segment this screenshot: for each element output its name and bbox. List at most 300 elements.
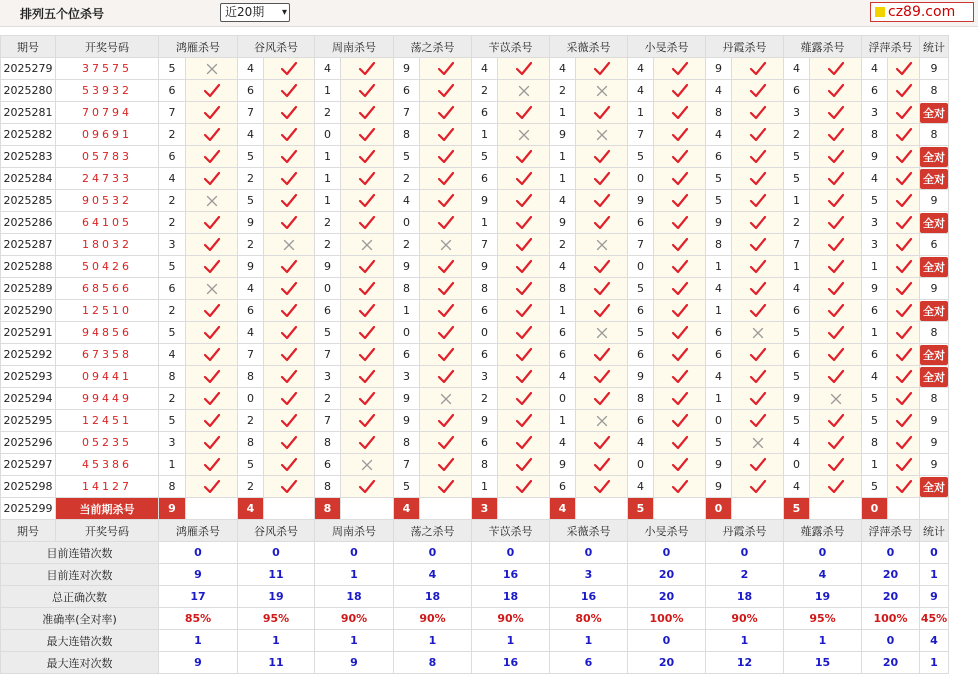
stats-value: 0: [862, 630, 920, 652]
check-icon: [186, 102, 238, 124]
stats-value: 9: [159, 564, 238, 586]
cross-icon: [498, 124, 550, 146]
check-icon: [341, 388, 394, 410]
kill-number: 2: [159, 388, 186, 410]
row-stat: [920, 168, 949, 190]
kill-number: 4: [784, 476, 810, 498]
chevron-down-icon: ▾: [281, 7, 287, 18]
check-icon: [654, 256, 706, 278]
stats-value: 0: [550, 542, 628, 564]
kill-number: 1: [550, 102, 576, 124]
check-icon: [732, 388, 784, 410]
cross-icon: [186, 190, 238, 212]
col-header-expert[interactable]: 丹霞杀号: [706, 36, 784, 58]
draw-number: 99449: [56, 388, 159, 410]
check-icon: [654, 432, 706, 454]
check-icon: [498, 278, 550, 300]
table-row: [1, 80, 949, 102]
check-icon: [341, 278, 394, 300]
kill-number: 9: [862, 278, 888, 300]
current-kill-number: 0: [706, 498, 732, 520]
stats-value: 0: [238, 542, 315, 564]
row-stat: 6: [920, 234, 949, 256]
col-header-expert[interactable]: 薤露杀号: [784, 520, 862, 542]
kill-number: 5: [238, 146, 264, 168]
stats-value: 19: [784, 586, 862, 608]
stats-total: 1: [920, 564, 949, 586]
check-icon: [888, 212, 920, 234]
kill-number: 9: [862, 146, 888, 168]
kill-number: 1: [315, 168, 341, 190]
cross-icon: [810, 388, 862, 410]
stats-row: [1, 564, 949, 586]
col-header-expert[interactable]: 苄苡杀号: [472, 36, 550, 58]
kill-number: 5: [472, 146, 498, 168]
kill-number: 4: [784, 432, 810, 454]
kill-number: 9: [706, 58, 732, 80]
check-icon: [576, 168, 628, 190]
draw-number: 94856: [56, 322, 159, 344]
kill-number: 6: [862, 300, 888, 322]
check-icon: [654, 146, 706, 168]
stats-value: 1: [315, 630, 394, 652]
col-header-expert[interactable]: 丹霞杀号: [706, 520, 784, 542]
stats-value: 0: [628, 630, 706, 652]
row-stat: [920, 476, 949, 498]
stats-label: 目前连错次数: [1, 542, 159, 564]
stats-value: 1: [159, 630, 238, 652]
kill-number: 5: [706, 168, 732, 190]
row-stat: [920, 146, 949, 168]
check-icon: [888, 344, 920, 366]
kill-number: 8: [159, 366, 186, 388]
kill-number: 9: [472, 410, 498, 432]
kill-number: 4: [550, 256, 576, 278]
kill-number: 7: [472, 234, 498, 256]
kill-number: 8: [706, 102, 732, 124]
check-icon: [888, 410, 920, 432]
kill-number: 0: [628, 454, 654, 476]
kill-number: 4: [238, 322, 264, 344]
kill-number: 4: [472, 58, 498, 80]
kill-number: 4: [862, 58, 888, 80]
cross-icon: [498, 80, 550, 102]
kill-number: 7: [628, 234, 654, 256]
kill-number: 9: [784, 388, 810, 410]
check-icon: [888, 454, 920, 476]
draw-number: 70794: [56, 102, 159, 124]
check-icon: [264, 278, 315, 300]
kill-number: 9: [394, 256, 420, 278]
kill-number: 2: [550, 234, 576, 256]
check-icon: [810, 234, 862, 256]
table-row: [1, 278, 949, 300]
kill-number: 7: [394, 454, 420, 476]
check-icon: [576, 432, 628, 454]
stats-value: 19: [238, 586, 315, 608]
kill-number: 6: [550, 322, 576, 344]
kill-number: 1: [315, 190, 341, 212]
check-icon: [888, 388, 920, 410]
stats-value: 90%: [706, 608, 784, 630]
col-header-expert[interactable]: 荡之杀号: [394, 36, 472, 58]
col-header-stat: 统计: [920, 520, 949, 542]
check-icon: [576, 256, 628, 278]
stats-row: [1, 630, 949, 652]
col-header-expert[interactable]: 小旻杀号: [628, 36, 706, 58]
check-icon: [732, 124, 784, 146]
kill-number: 6: [550, 344, 576, 366]
check-icon: [888, 124, 920, 146]
kill-number: 1: [862, 256, 888, 278]
check-icon: [420, 322, 472, 344]
check-icon: [498, 234, 550, 256]
col-header-expert[interactable]: 周南杀号: [315, 36, 394, 58]
kill-number: 5: [706, 432, 732, 454]
kill-number: 5: [159, 58, 186, 80]
check-icon: [341, 146, 394, 168]
kill-number: 6: [550, 476, 576, 498]
row-stat: 8: [920, 124, 949, 146]
kill-number: 8: [238, 432, 264, 454]
kill-number: 1: [394, 300, 420, 322]
check-icon: [810, 190, 862, 212]
kill-number: 9: [706, 212, 732, 234]
check-icon: [498, 190, 550, 212]
kill-number: 6: [784, 300, 810, 322]
check-icon: [732, 256, 784, 278]
col-header-expert[interactable]: 采薇杀号: [550, 36, 628, 58]
check-icon: [888, 234, 920, 256]
kill-number: 1: [862, 454, 888, 476]
all-correct-badge: 全对: [920, 213, 948, 233]
kill-number: 8: [394, 432, 420, 454]
check-icon: [264, 190, 315, 212]
check-icon: [264, 212, 315, 234]
col-header-expert[interactable]: 谷风杀号: [238, 36, 315, 58]
kill-number: 8: [472, 454, 498, 476]
cross-icon: [576, 322, 628, 344]
draw-number: 50426: [56, 256, 159, 278]
kill-number: 3: [159, 432, 186, 454]
kill-number: 6: [159, 278, 186, 300]
check-icon: [186, 432, 238, 454]
current-empty-cell: [888, 498, 920, 520]
kill-number: 6: [628, 212, 654, 234]
current-kill-number: 5: [784, 498, 810, 520]
check-icon: [810, 278, 862, 300]
cross-icon: [186, 58, 238, 80]
kill-number: 5: [862, 190, 888, 212]
check-icon: [264, 454, 315, 476]
stats-value: 6: [550, 652, 628, 674]
kill-number: 5: [784, 322, 810, 344]
check-icon: [810, 432, 862, 454]
kill-number: 9: [706, 454, 732, 476]
stats-value: 9: [315, 652, 394, 674]
kill-number: 3: [315, 366, 341, 388]
check-icon: [498, 432, 550, 454]
current-kill-number: 4: [550, 498, 576, 520]
check-icon: [654, 322, 706, 344]
check-icon: [810, 410, 862, 432]
kill-number: 9: [394, 58, 420, 80]
col-header-expert[interactable]: 周南杀号: [315, 520, 394, 542]
kill-number: 6: [159, 80, 186, 102]
stats-value: 20: [628, 586, 706, 608]
kill-number: 3: [159, 234, 186, 256]
check-icon: [732, 80, 784, 102]
col-header-expert[interactable]: 谷风杀号: [238, 520, 315, 542]
stats-value: 0: [784, 542, 862, 564]
draw-number: 09691: [56, 124, 159, 146]
check-icon: [420, 454, 472, 476]
stats-value: 0: [706, 542, 784, 564]
stats-value: 16: [472, 652, 550, 674]
check-icon: [732, 234, 784, 256]
cross-icon: [576, 410, 628, 432]
check-icon: [498, 410, 550, 432]
kill-number: 0: [315, 124, 341, 146]
kill-number: 2: [394, 168, 420, 190]
stats-value: 0: [862, 542, 920, 564]
row-stat: 9: [920, 58, 949, 80]
check-icon: [732, 146, 784, 168]
stats-total: 4: [920, 630, 949, 652]
cross-icon: [576, 80, 628, 102]
draw-number: 12510: [56, 300, 159, 322]
check-icon: [186, 388, 238, 410]
stats-row: [1, 652, 949, 674]
table-row: [1, 58, 949, 80]
current-kill-number: 3: [472, 498, 498, 520]
kill-number: 4: [628, 432, 654, 454]
col-header-expert[interactable]: 薤露杀号: [784, 36, 862, 58]
stats-row: [1, 608, 949, 630]
stats-label: 准确率(全对率): [1, 608, 159, 630]
check-icon: [264, 168, 315, 190]
kill-number: 5: [862, 476, 888, 498]
check-icon: [264, 322, 315, 344]
kill-number: 2: [159, 190, 186, 212]
kill-number: 4: [238, 278, 264, 300]
kill-number: 6: [706, 344, 732, 366]
kill-number: 2: [238, 234, 264, 256]
check-icon: [810, 476, 862, 498]
kill-number: 8: [394, 278, 420, 300]
col-header-expert[interactable]: 鸿雁杀号: [159, 520, 238, 542]
row-stat: 9: [920, 190, 949, 212]
table-row: [1, 124, 949, 146]
kill-number: 7: [628, 124, 654, 146]
check-icon: [810, 322, 862, 344]
check-icon: [498, 146, 550, 168]
check-icon: [341, 58, 394, 80]
check-icon: [888, 322, 920, 344]
current-period-number: 2025299: [1, 498, 56, 520]
check-icon: [810, 168, 862, 190]
col-header-expert[interactable]: 小旻杀号: [628, 520, 706, 542]
row-stat: [920, 366, 949, 388]
kill-number: 9: [706, 476, 732, 498]
kill-number: 1: [784, 190, 810, 212]
kill-number: 1: [315, 146, 341, 168]
kill-number: 4: [628, 476, 654, 498]
col-header-expert[interactable]: 鸿雁杀号: [159, 36, 238, 58]
current-kill-number: 8: [315, 498, 341, 520]
table-row: [1, 432, 949, 454]
kill-number: 9: [238, 256, 264, 278]
check-icon: [264, 58, 315, 80]
check-icon: [186, 256, 238, 278]
period-number: 2025297: [1, 454, 56, 476]
table-row: [1, 476, 949, 498]
kill-number: 5: [394, 146, 420, 168]
check-icon: [732, 410, 784, 432]
check-icon: [498, 344, 550, 366]
table-row: [1, 300, 949, 322]
kill-number: 0: [238, 388, 264, 410]
stats-value: 85%: [159, 608, 238, 630]
check-icon: [341, 300, 394, 322]
check-icon: [420, 432, 472, 454]
check-icon: [498, 388, 550, 410]
draw-number: 05235: [56, 432, 159, 454]
kill-number: 1: [550, 146, 576, 168]
check-icon: [186, 168, 238, 190]
kill-number: 1: [550, 410, 576, 432]
row-stat: 9: [920, 432, 949, 454]
check-icon: [341, 190, 394, 212]
stats-row: [1, 586, 949, 608]
check-icon: [498, 366, 550, 388]
check-icon: [810, 146, 862, 168]
kill-number: 8: [472, 278, 498, 300]
stats-value: 95%: [238, 608, 315, 630]
check-icon: [420, 102, 472, 124]
table-row: [1, 410, 949, 432]
kill-number: 6: [862, 80, 888, 102]
kill-number: 1: [472, 124, 498, 146]
stats-value: 3: [550, 564, 628, 586]
cross-icon: [732, 432, 784, 454]
check-icon: [654, 80, 706, 102]
kill-number: 4: [238, 124, 264, 146]
kill-number: 1: [315, 80, 341, 102]
kill-number: 8: [706, 234, 732, 256]
stats-value: 2: [706, 564, 784, 586]
draw-number: 12451: [56, 410, 159, 432]
kill-number: 2: [394, 234, 420, 256]
kill-number: 1: [784, 256, 810, 278]
stats-value: 18: [706, 586, 784, 608]
check-icon: [576, 344, 628, 366]
kill-number: 6: [628, 410, 654, 432]
col-header-expert[interactable]: 荡之杀号: [394, 520, 472, 542]
check-icon: [341, 102, 394, 124]
check-icon: [810, 344, 862, 366]
kill-number: 5: [706, 190, 732, 212]
kill-number: 0: [394, 322, 420, 344]
kill-number: 8: [862, 432, 888, 454]
check-icon: [810, 124, 862, 146]
cross-icon: [341, 234, 394, 256]
current-kill-number: 5: [628, 498, 654, 520]
kill-number: 2: [238, 410, 264, 432]
kill-number: 5: [862, 410, 888, 432]
site-logo[interactable]: [870, 2, 974, 22]
kill-number: 6: [628, 344, 654, 366]
stats-label: 最大连对次数: [1, 652, 159, 674]
check-icon: [732, 366, 784, 388]
kill-number: 0: [550, 388, 576, 410]
check-icon: [576, 300, 628, 322]
kill-number: 4: [706, 366, 732, 388]
check-icon: [498, 476, 550, 498]
check-icon: [341, 432, 394, 454]
table-row: [1, 212, 949, 234]
kill-number: 3: [862, 234, 888, 256]
check-icon: [732, 212, 784, 234]
kill-number: 6: [159, 146, 186, 168]
check-icon: [654, 366, 706, 388]
current-empty-cell: [186, 498, 238, 520]
period-number: 2025279: [1, 58, 56, 80]
table-row: [1, 146, 949, 168]
kill-number: 6: [472, 432, 498, 454]
period-number: 2025295: [1, 410, 56, 432]
stats-header-row: [1, 520, 949, 542]
check-icon: [810, 212, 862, 234]
kill-number: 2: [784, 124, 810, 146]
check-icon: [341, 80, 394, 102]
all-correct-badge: 全对: [920, 169, 948, 189]
kill-number: 4: [628, 80, 654, 102]
check-icon: [186, 476, 238, 498]
col-header-expert[interactable]: 采薇杀号: [550, 520, 628, 542]
col-header-expert[interactable]: 浮萍杀号: [862, 36, 920, 58]
check-icon: [420, 168, 472, 190]
draw-number: 37575: [56, 58, 159, 80]
period-select[interactable]: [220, 3, 290, 22]
kill-number: 7: [159, 102, 186, 124]
stats-value: 9: [159, 652, 238, 674]
col-header-expert[interactable]: 苄苡杀号: [472, 520, 550, 542]
check-icon: [420, 300, 472, 322]
draw-number: 68566: [56, 278, 159, 300]
period-number: 2025293: [1, 366, 56, 388]
table-row: [1, 366, 949, 388]
period-number: 2025280: [1, 80, 56, 102]
kill-number: 1: [628, 102, 654, 124]
check-icon: [732, 454, 784, 476]
kill-number: 8: [238, 366, 264, 388]
check-icon: [810, 300, 862, 322]
check-icon: [576, 476, 628, 498]
check-icon: [654, 124, 706, 146]
kill-number: 5: [315, 322, 341, 344]
col-header-expert[interactable]: 浮萍杀号: [862, 520, 920, 542]
stats-value: 90%: [394, 608, 472, 630]
kill-number: 1: [159, 454, 186, 476]
kill-number: 4: [159, 168, 186, 190]
check-icon: [264, 344, 315, 366]
stats-label: 最大连错次数: [1, 630, 159, 652]
draw-number: 05783: [56, 146, 159, 168]
stats-value: 90%: [315, 608, 394, 630]
stats-value: 20: [628, 652, 706, 674]
kill-number: 1: [706, 300, 732, 322]
